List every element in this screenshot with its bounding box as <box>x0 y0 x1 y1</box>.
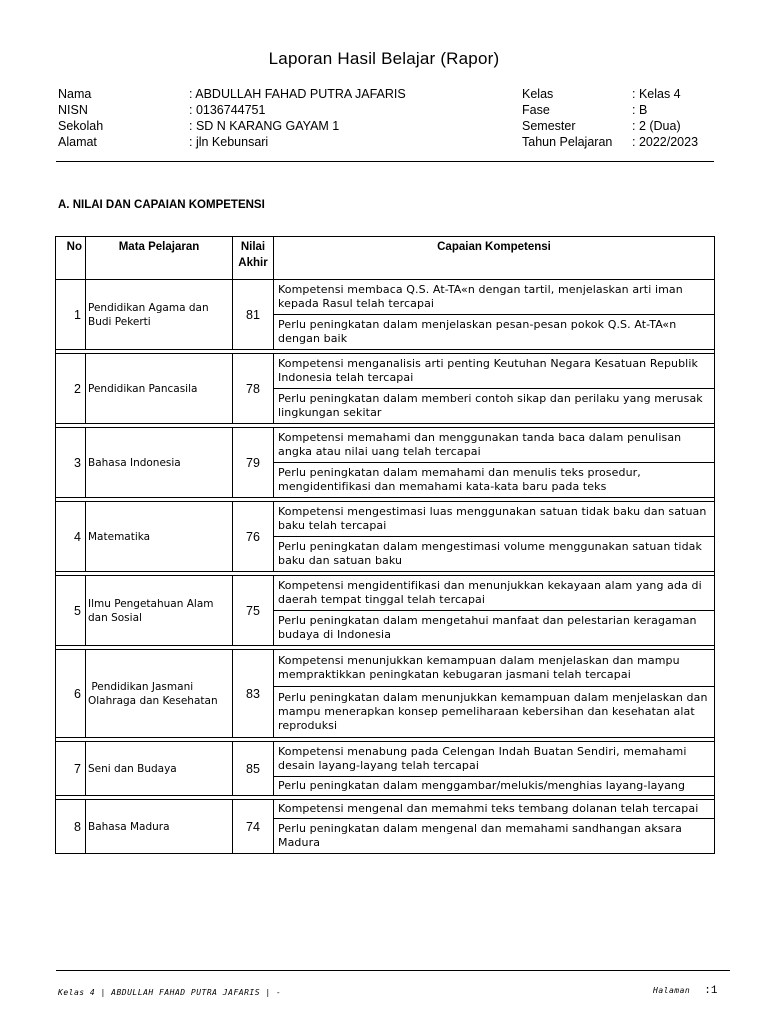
report-title: Laporan Hasil Belajar (Rapor) <box>268 49 500 68</box>
footer-halaman-label: Halaman <box>653 986 691 995</box>
header-divider <box>56 161 714 162</box>
info-row-kelas <box>522 86 698 102</box>
cell-capaian-tercapai: Kompetensi menganalisis arti penting Keutuhan Negara Kesatuan Republik Indonesia telah tercapai <box>274 354 715 389</box>
grades-table <box>55 236 715 854</box>
cell-capaian-peningkatan: Perlu peningkatan dalam menjelaskan pesan-pesan pokok Q.S. At-TA«n dengan baik <box>274 315 715 350</box>
cell-capaian-peningkatan: Perlu peningkatan dalam menunjukkan kemampuan dalam menjelaskan dan mampu menerapkan konsep pemeliharaan kebersihan dan kesehatan alat reproduksi <box>274 687 715 738</box>
cell-capaian-peningkatan: Perlu peningkatan dalam mengetahui manfaat dan pelestarian keragaman budaya di Indonesia <box>274 611 715 646</box>
table-row <box>56 354 715 389</box>
info-value: : B <box>632 103 648 117</box>
cell-nilai-akhir: 81 <box>233 280 274 350</box>
info-row-nisn <box>58 102 406 118</box>
grades-table-body <box>56 280 715 854</box>
section-title: A. NILAI DAN CAPAIAN KOMPETENSI <box>58 199 265 211</box>
info-label: Sekolah <box>58 119 104 133</box>
header-no: No <box>56 237 86 280</box>
cell-capaian-tercapai: Kompetensi menabung pada Celengan Indah Buatan Sendiri, memahami desain layang-layang telah tercapai <box>274 742 715 777</box>
info-label: Nama <box>58 87 92 101</box>
student-info-right <box>522 86 698 150</box>
header-nilai-line2: Akhir <box>238 257 268 269</box>
cell-capaian-peningkatan: Perlu peningkatan dalam memberi contoh sikap dan perilaku yang merusak lingkungan sekitar <box>274 389 715 424</box>
cell-nilai-akhir: 78 <box>233 354 274 424</box>
cell-capaian-peningkatan: Perlu peningkatan dalam mengenal dan memahami sandhangan aksara Madura <box>274 819 715 854</box>
info-row-alamat <box>58 134 406 150</box>
cell-capaian-tercapai: Kompetensi menunjukkan kemampuan dalam menjelaskan dan mampu mempraktikkan peningkatan kebugaran jasmani telah tercapai <box>274 650 715 687</box>
info-row-tahun <box>522 134 698 150</box>
cell-no: 7 <box>56 742 86 796</box>
table-row <box>56 742 715 777</box>
footer-divider <box>56 970 730 971</box>
cell-capaian-tercapai: Kompetensi memahami dan menggunakan tanda baca dalam penulisan angka atau nilai uang telah tercapai <box>274 428 715 463</box>
cell-mata-pelajaran: Bahasa Madura <box>86 800 233 854</box>
cell-no: 3 <box>56 428 86 498</box>
cell-nilai-akhir: 79 <box>233 428 274 498</box>
cell-nilai-akhir: 83 <box>233 650 274 738</box>
cell-mata-pelajaran: Pendidikan Agama dan Budi Pekerti <box>86 280 233 350</box>
cell-capaian-tercapai: Kompetensi membaca Q.S. At-TA«n dengan tartil, menjelaskan arti iman kepada Rasul telah tercapai <box>274 280 715 315</box>
cell-no: 2 <box>56 354 86 424</box>
info-value: : 2022/2023 <box>632 135 699 149</box>
cell-no: 5 <box>56 576 86 646</box>
cell-mata-pelajaran: Ilmu Pengetahuan Alam dan Sosial <box>86 576 233 646</box>
info-value: : ABDULLAH FAHAD PUTRA JAFARIS <box>189 87 406 101</box>
info-label: Alamat <box>58 135 97 149</box>
header-nilai-line1: Nilai <box>240 241 266 253</box>
cell-nilai-akhir: 85 <box>233 742 274 796</box>
info-value: : SD N KARANG GAYAM 1 <box>189 119 340 133</box>
header-mapel: Mata Pelajaran <box>86 237 233 280</box>
cell-nilai-akhir: 75 <box>233 576 274 646</box>
cell-mata-pelajaran: Pendidikan Jasmani Olahraga dan Kesehatan <box>86 650 233 738</box>
info-row-sekolah <box>58 118 406 134</box>
table-row <box>56 428 715 463</box>
info-value: : jln Kebunsari <box>189 135 269 149</box>
footer-page-number <box>653 985 717 997</box>
cell-nilai-akhir: 74 <box>233 800 274 854</box>
info-row-semester <box>522 118 698 134</box>
cell-no: 6 <box>56 650 86 738</box>
cell-mata-pelajaran: Matematika <box>86 502 233 572</box>
info-label: NISN <box>58 103 88 117</box>
info-label: Tahun Pelajaran <box>522 135 613 149</box>
cell-capaian-tercapai: Kompetensi mengestimasi luas menggunakan satuan tidak baku dan satuan baku telah tercapai <box>274 502 715 537</box>
table-row <box>56 280 715 315</box>
table-header-row <box>56 237 715 280</box>
cell-mata-pelajaran: Pendidikan Pancasila <box>86 354 233 424</box>
info-row-fase <box>522 102 698 118</box>
table-row <box>56 502 715 537</box>
cell-no: 1 <box>56 280 86 350</box>
cell-capaian-peningkatan: Perlu peningkatan dalam mengestimasi volume menggunakan satuan tidak baku dan satuan baku <box>274 537 715 572</box>
cell-capaian-tercapai: Kompetensi mengenal dan memahmi teks tembang dolanan telah tercapai <box>274 800 715 819</box>
cell-no: 8 <box>56 800 86 854</box>
info-label: Semester <box>522 119 576 133</box>
info-label: Fase <box>522 103 550 117</box>
cell-mata-pelajaran: Seni dan Budaya <box>86 742 233 796</box>
table-row <box>56 576 715 611</box>
cell-capaian-peningkatan: Perlu peningkatan dalam memahami dan menulis teks prosedur, mengidentifikasi dan memahami kata-kata baru pada teks <box>274 463 715 498</box>
footer-halaman-value: :1 <box>704 985 718 997</box>
info-value: : 2 (Dua) <box>632 119 681 133</box>
cell-no: 4 <box>56 502 86 572</box>
info-value: : Kelas 4 <box>632 87 681 101</box>
student-info-left <box>58 86 406 150</box>
info-value: : 0136744751 <box>189 103 266 117</box>
cell-nilai-akhir: 76 <box>233 502 274 572</box>
header-nilai <box>233 237 274 280</box>
footer-student-info: Kelas 4 | ABDULLAH FAHAD PUTRA JAFARIS | - <box>58 988 282 997</box>
cell-capaian-tercapai: Kompetensi mengidentifikasi dan menunjukkan kekayaan alam yang ada di daerah tempat tinggal telah tercapai <box>274 576 715 611</box>
header-capaian: Capaian Kompetensi <box>274 237 715 280</box>
cell-capaian-peningkatan: Perlu peningkatan dalam menggambar/melukis/menghias layang-layang <box>274 777 715 796</box>
table-row <box>56 800 715 819</box>
table-row <box>56 650 715 687</box>
cell-mata-pelajaran: Bahasa Indonesia <box>86 428 233 498</box>
info-label: Kelas <box>522 87 554 101</box>
info-row-nama <box>58 86 406 102</box>
